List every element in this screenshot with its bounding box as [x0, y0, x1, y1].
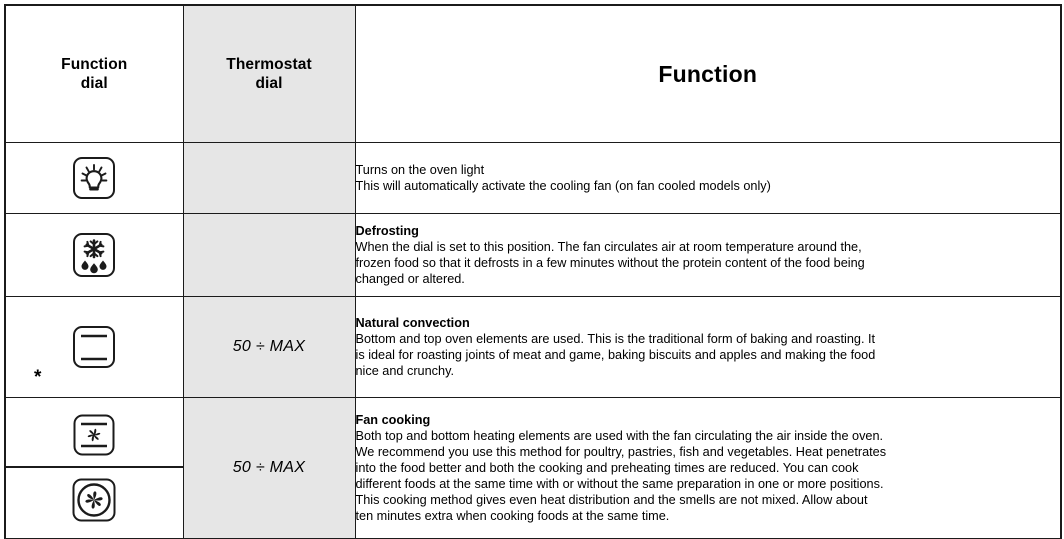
light-bulb-icon: [71, 155, 117, 201]
thermostat-dial-cell-defrosting: [183, 214, 355, 297]
footnote-asterisk: *: [34, 367, 42, 388]
description-cell-defrosting: [355, 214, 1061, 297]
thermostat-dial-cell-natural-convection: 50 ÷ MAX: [183, 297, 355, 398]
dial-icon-stack-upper: [6, 404, 183, 468]
description-title: Defrosting: [355, 223, 419, 238]
thermostat-dial-cell-oven-light: [183, 143, 355, 214]
description-cell-fan-cooking: [355, 398, 1061, 539]
description-line: different foods at the same time with or without the same preparation in one or more positions.: [355, 477, 884, 492]
table-row: [5, 214, 1061, 297]
dial-icon-stack: [6, 323, 183, 371]
table-body: [5, 143, 1061, 539]
description-cell-natural-convection: [355, 297, 1061, 398]
column-header-function: Function: [355, 5, 1061, 143]
header-row: [5, 5, 1061, 143]
column-header-thermostat-dial: [183, 5, 355, 143]
description-line: frozen food so that it defrosts in a few minutes without the protein content of the food being: [355, 256, 865, 270]
description-line: into the food better and both the cooking and preheating times are reduced. You can cook: [355, 460, 859, 475]
function-dial-cell-fan-cooking: [5, 398, 183, 539]
description-line: Both top and bottom heating elements are used with the fan circulating the air inside the oven.: [355, 428, 884, 443]
description-line: This will automatically activate the cooling fan (on fan cooled models only): [355, 179, 771, 193]
thermostat-dial-cell-fan-cooking: 50 ÷ MAX: [183, 398, 355, 539]
circled-fan-icon: [70, 476, 118, 524]
oven-function-table: [4, 4, 1062, 539]
description-cell-oven-light: [355, 143, 1061, 214]
function-dial-header-line2: dial: [80, 75, 108, 92]
function-dial-cell-natural-convection: [5, 297, 183, 398]
description-line: nice and crunchy.: [355, 364, 455, 379]
function-dial-cell-defrosting: [5, 214, 183, 297]
description-line: changed or altered.: [355, 272, 465, 287]
table-header: [5, 5, 1061, 143]
description-line: We recommend you use this method for poultry, pastries, fish and vegetables. Heat penetrates: [355, 444, 887, 459]
description-line: is ideal for roasting joints of meat and game, baking biscuits and apples and making the food: [355, 348, 876, 362]
thermostat-dial-header-line1: Thermostat: [226, 55, 312, 73]
dial-icon-stack: [6, 155, 183, 201]
dial-icon-stack: [6, 231, 183, 279]
description-title: Natural convection: [355, 315, 470, 330]
table-row: [5, 297, 1061, 398]
thermostat-dial-header-line2: dial: [255, 75, 283, 92]
dial-icon-stack-lower: [6, 468, 183, 532]
description-line: When the dial is set to this position. The fan circulates air at room temperature around the,: [355, 239, 862, 254]
description-line: ten minutes extra when cooking foods at the same time.: [355, 509, 670, 524]
elements-with-fan-icon: [71, 412, 117, 458]
table-row: [5, 398, 1061, 539]
function-dial-header-line1: Function: [61, 55, 128, 73]
function-dial-cell-oven-light: [5, 143, 183, 214]
description-line: Turns on the oven light: [355, 162, 485, 177]
column-header-function-dial: [5, 5, 183, 143]
top-bottom-elements-icon: [70, 323, 118, 371]
snowflake-droplets-icon: [71, 231, 117, 279]
table-row: [5, 143, 1061, 214]
description-line: Bottom and top oven elements are used. This is the traditional form of baking and roasting. It: [355, 331, 876, 346]
description-line: This cooking method gives even heat distribution and the smells are not mixed. Allow about: [355, 493, 868, 508]
description-title: Fan cooking: [355, 412, 431, 427]
